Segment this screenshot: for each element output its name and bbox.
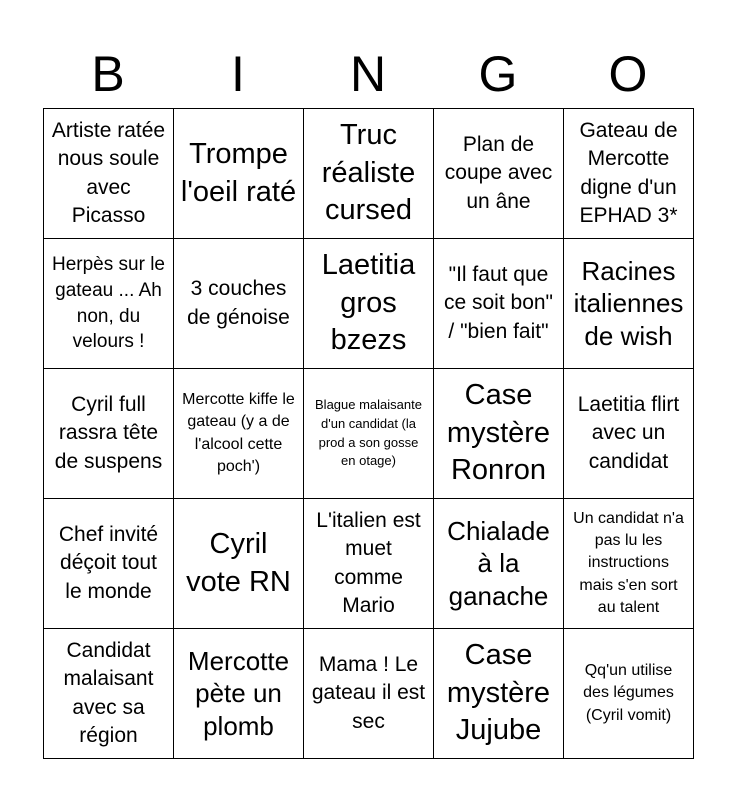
cell-text: Chef invité déçoit tout le monde <box>58 522 159 603</box>
cell-text: Herpès sur le gateau ... Ah non, du velours ! <box>52 254 165 353</box>
header-letter-b: B <box>91 46 125 102</box>
bingo-cell-center[interactable] <box>304 369 434 499</box>
bingo-grid <box>43 108 694 759</box>
cell-text: Qq'un utilise des légumes (Cyril vomit) <box>583 661 674 724</box>
bingo-cell[interactable] <box>304 109 434 239</box>
bingo-cell[interactable] <box>434 109 564 239</box>
bingo-cell[interactable] <box>434 239 564 369</box>
cell-text: Laetitia gros bzezs <box>321 248 416 357</box>
bingo-cell[interactable] <box>564 239 694 369</box>
bingo-cell[interactable] <box>44 499 174 629</box>
cell-text: Cyril vote RN <box>186 527 291 598</box>
bingo-cell[interactable] <box>564 109 694 239</box>
cell-text: "Il faut que ce soit bon" / "bien fait" <box>443 262 554 343</box>
bingo-cell[interactable] <box>434 499 564 629</box>
cell-text: Truc réaliste cursed <box>321 118 416 227</box>
bingo-cell[interactable] <box>564 499 694 629</box>
bingo-cell[interactable] <box>434 369 564 499</box>
cell-text: Artiste ratée nous soule avec Picasso <box>51 118 166 227</box>
cell-text: Case mystère Jujube <box>446 638 551 747</box>
bingo-cell[interactable] <box>174 499 304 629</box>
bingo-cell[interactable] <box>174 369 304 499</box>
cell-text: Cyril full rassra tête de suspens <box>54 392 163 473</box>
bingo-cell[interactable] <box>44 109 174 239</box>
bingo-cell[interactable] <box>564 369 694 499</box>
cell-text: Mercotte pète un plomb <box>187 645 290 741</box>
bingo-cell[interactable] <box>44 239 174 369</box>
cell-text: Mercotte kiffe le gateau (y a de l'alcool cette poch') <box>182 390 295 475</box>
bingo-cell[interactable] <box>434 629 564 759</box>
bingo-cell[interactable] <box>564 629 694 759</box>
header-letter-i: I <box>231 46 245 102</box>
cell-text: Blague malaisante d'un candidat (la prod a son gosse en otage) <box>315 396 422 469</box>
cell-text: 3 couches de génoise <box>187 277 290 329</box>
cell-text: Trompe l'oeil raté <box>180 137 297 208</box>
bingo-cell[interactable] <box>44 629 174 759</box>
bingo-cell[interactable] <box>44 369 174 499</box>
bingo-cell[interactable] <box>174 629 304 759</box>
cell-text: Chialade à la ganache <box>447 515 550 611</box>
header-letter-n: N <box>349 46 387 102</box>
header-letter-g: G <box>478 46 518 102</box>
cell-text: Racines italiennes de wish <box>573 255 684 351</box>
cell-text: Candidat malaisant avec sa région <box>63 638 154 747</box>
bingo-cell[interactable] <box>304 629 434 759</box>
bingo-cell[interactable] <box>304 239 434 369</box>
bingo-header <box>43 42 693 106</box>
cell-text: Mama ! Le gateau il est sec <box>311 652 426 733</box>
bingo-cell[interactable] <box>174 239 304 369</box>
header-letter-o: O <box>608 46 648 102</box>
cell-text: Plan de coupe avec un âne <box>444 132 553 213</box>
bingo-cell[interactable] <box>304 499 434 629</box>
cell-text: L'italien est muet comme Mario <box>316 508 421 617</box>
cell-text: Gateau de Mercotte digne d'un EPHAD 3* <box>579 118 678 227</box>
cell-text: Un candidat n'a pas lu les instructions mais s'en sort au talent <box>573 509 684 617</box>
cell-text: Case mystère Ronron <box>446 378 551 487</box>
bingo-cell[interactable] <box>174 109 304 239</box>
cell-text: Laetitia flirt avec un candidat <box>577 392 680 473</box>
